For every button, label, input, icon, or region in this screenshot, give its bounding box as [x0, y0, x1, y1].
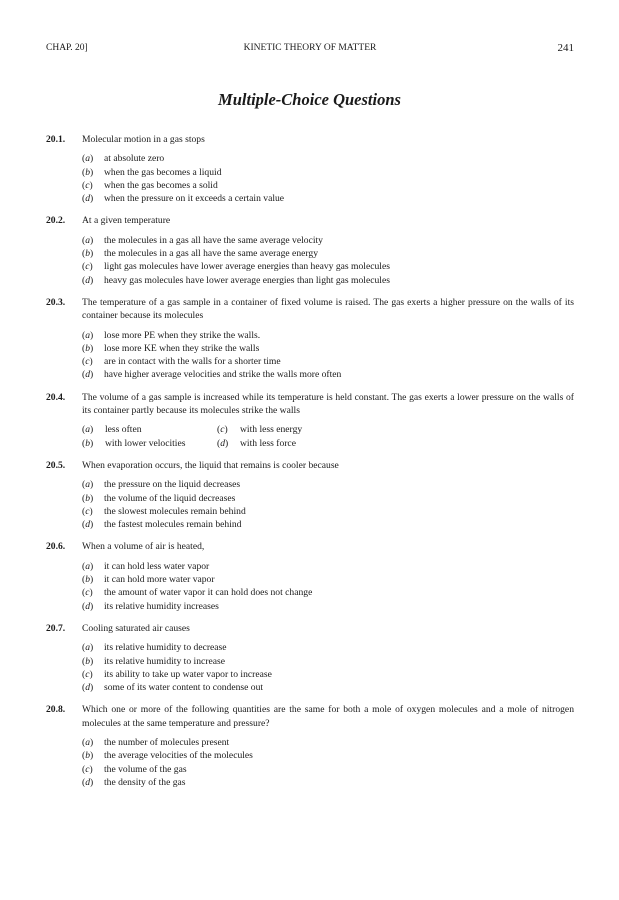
option-d: (d) the fastest molecules remain behind: [82, 519, 242, 531]
option-b: (b) the average velocities of the molecules: [82, 750, 253, 762]
option-d: (d) its relative humidity increases: [82, 600, 219, 612]
option-b: (b) the molecules in a gas all have the same average energy: [82, 248, 318, 260]
option-c: (c) are in contact with the walls for a shorter time: [82, 356, 281, 368]
running-header: [46, 43, 574, 57]
question-20-1: [46, 133, 574, 205]
section-title: Multiple-Choice Questions: [218, 90, 401, 109]
page-number: 241: [557, 42, 574, 54]
question-text: When evaporation occurs, the liquid that remains is cooler because: [82, 459, 339, 471]
options: [46, 641, 574, 694]
options: [46, 152, 574, 205]
option-a: (a) the pressure on the liquid decreases: [82, 479, 241, 491]
question-20-5: [46, 459, 574, 531]
option-d: (d) with less force: [217, 437, 296, 449]
question-text: At a given temperature: [82, 215, 171, 227]
option-b: (b) its relative humidity to increase: [82, 655, 225, 667]
question-number: 20.3.: [46, 296, 66, 308]
option-d: (d) some of its water content to condense out: [82, 682, 264, 694]
option-c: (c) the amount of water vapor it can hold does not change: [82, 587, 313, 599]
option-b: (b) it can hold more water vapor: [82, 574, 215, 586]
options: [46, 736, 574, 789]
option-d: (d) the density of the gas: [82, 776, 186, 788]
question-text: The temperature of a gas sample in a container of fixed volume is raised. The gas exerts a higher pressure on the walls of its container because its molecules: [82, 296, 574, 322]
option-b: (b) when the gas becomes a liquid: [82, 166, 222, 178]
question-text: Molecular motion in a gas stops: [82, 134, 205, 145]
option-d: (d) when the pressure on it exceeds a certain value: [82, 193, 285, 205]
question-20-6: [46, 540, 574, 612]
option-a: (a) its relative humidity to decrease: [82, 642, 227, 654]
option-c: (c) the slowest molecules remain behind: [82, 505, 246, 517]
option-a: (a) it can hold less water vapor: [82, 560, 210, 572]
question-number: 20.1.: [46, 134, 66, 145]
question-20-7: [46, 622, 574, 694]
question-20-4: [46, 391, 574, 450]
question-20-3: [46, 296, 574, 382]
option-a: (a) lose more PE when they strike the walls.: [82, 329, 261, 341]
option-a: (a) at absolute zero: [82, 153, 165, 165]
option-b: (b) the volume of the liquid decreases: [82, 492, 236, 504]
option-b: (b) lose more KE when they strike the walls: [82, 342, 260, 354]
options: [46, 234, 574, 287]
question-text: Which one or more of the following quantities are the same for both a mole of oxygen molecules and a mole of nitrogen molecules at the same temperature and pressure?: [82, 704, 574, 729]
option-a: (a) the molecules in a gas all have the same average velocity: [82, 234, 323, 246]
option-c: (c) light gas molecules have lower average energies than heavy gas molecules: [82, 261, 390, 273]
question-list: [46, 133, 574, 798]
question-number: 20.5.: [46, 459, 66, 471]
option-c: (c) when the gas becomes a solid: [82, 179, 218, 191]
question-number: 20.8.: [46, 704, 66, 716]
option-d: (d) have higher average velocities and strike the walls more often: [82, 369, 342, 381]
option-c: (c) its ability to take up water vapor to increase: [82, 668, 272, 680]
options: [46, 329, 574, 382]
question-text: When a volume of air is heated,: [82, 541, 205, 553]
option-b: (b) with lower velocities: [82, 437, 186, 449]
option-a: (a) less often: [82, 424, 142, 436]
question-text: Cooling saturated air causes: [82, 622, 190, 634]
question-number: 20.6.: [46, 541, 66, 553]
question-text: The volume of a gas sample is increased while its temperature is held constant. The gas exerts a lower pressure on the walls of its container partly because its molecules strike the walls: [82, 391, 574, 417]
options: [46, 423, 574, 450]
option-a: (a) the number of molecules present: [82, 736, 230, 748]
chapter-title: KINETIC THEORY OF MATTER: [243, 43, 377, 53]
question-number: 20.4.: [46, 391, 66, 403]
question-20-8: [46, 703, 574, 789]
option-d: (d) heavy gas molecules have lower average energies than light gas molecules: [82, 274, 390, 286]
question-20-2: [46, 214, 574, 286]
question-number: 20.2.: [46, 215, 66, 227]
chapter-label: CHAP. 20]: [46, 43, 88, 53]
question-number: 20.7.: [46, 622, 66, 634]
options: [46, 478, 574, 531]
options: [46, 560, 574, 613]
option-c: (c) the volume of the gas: [82, 763, 187, 775]
option-c: (c) with less energy: [217, 424, 303, 436]
